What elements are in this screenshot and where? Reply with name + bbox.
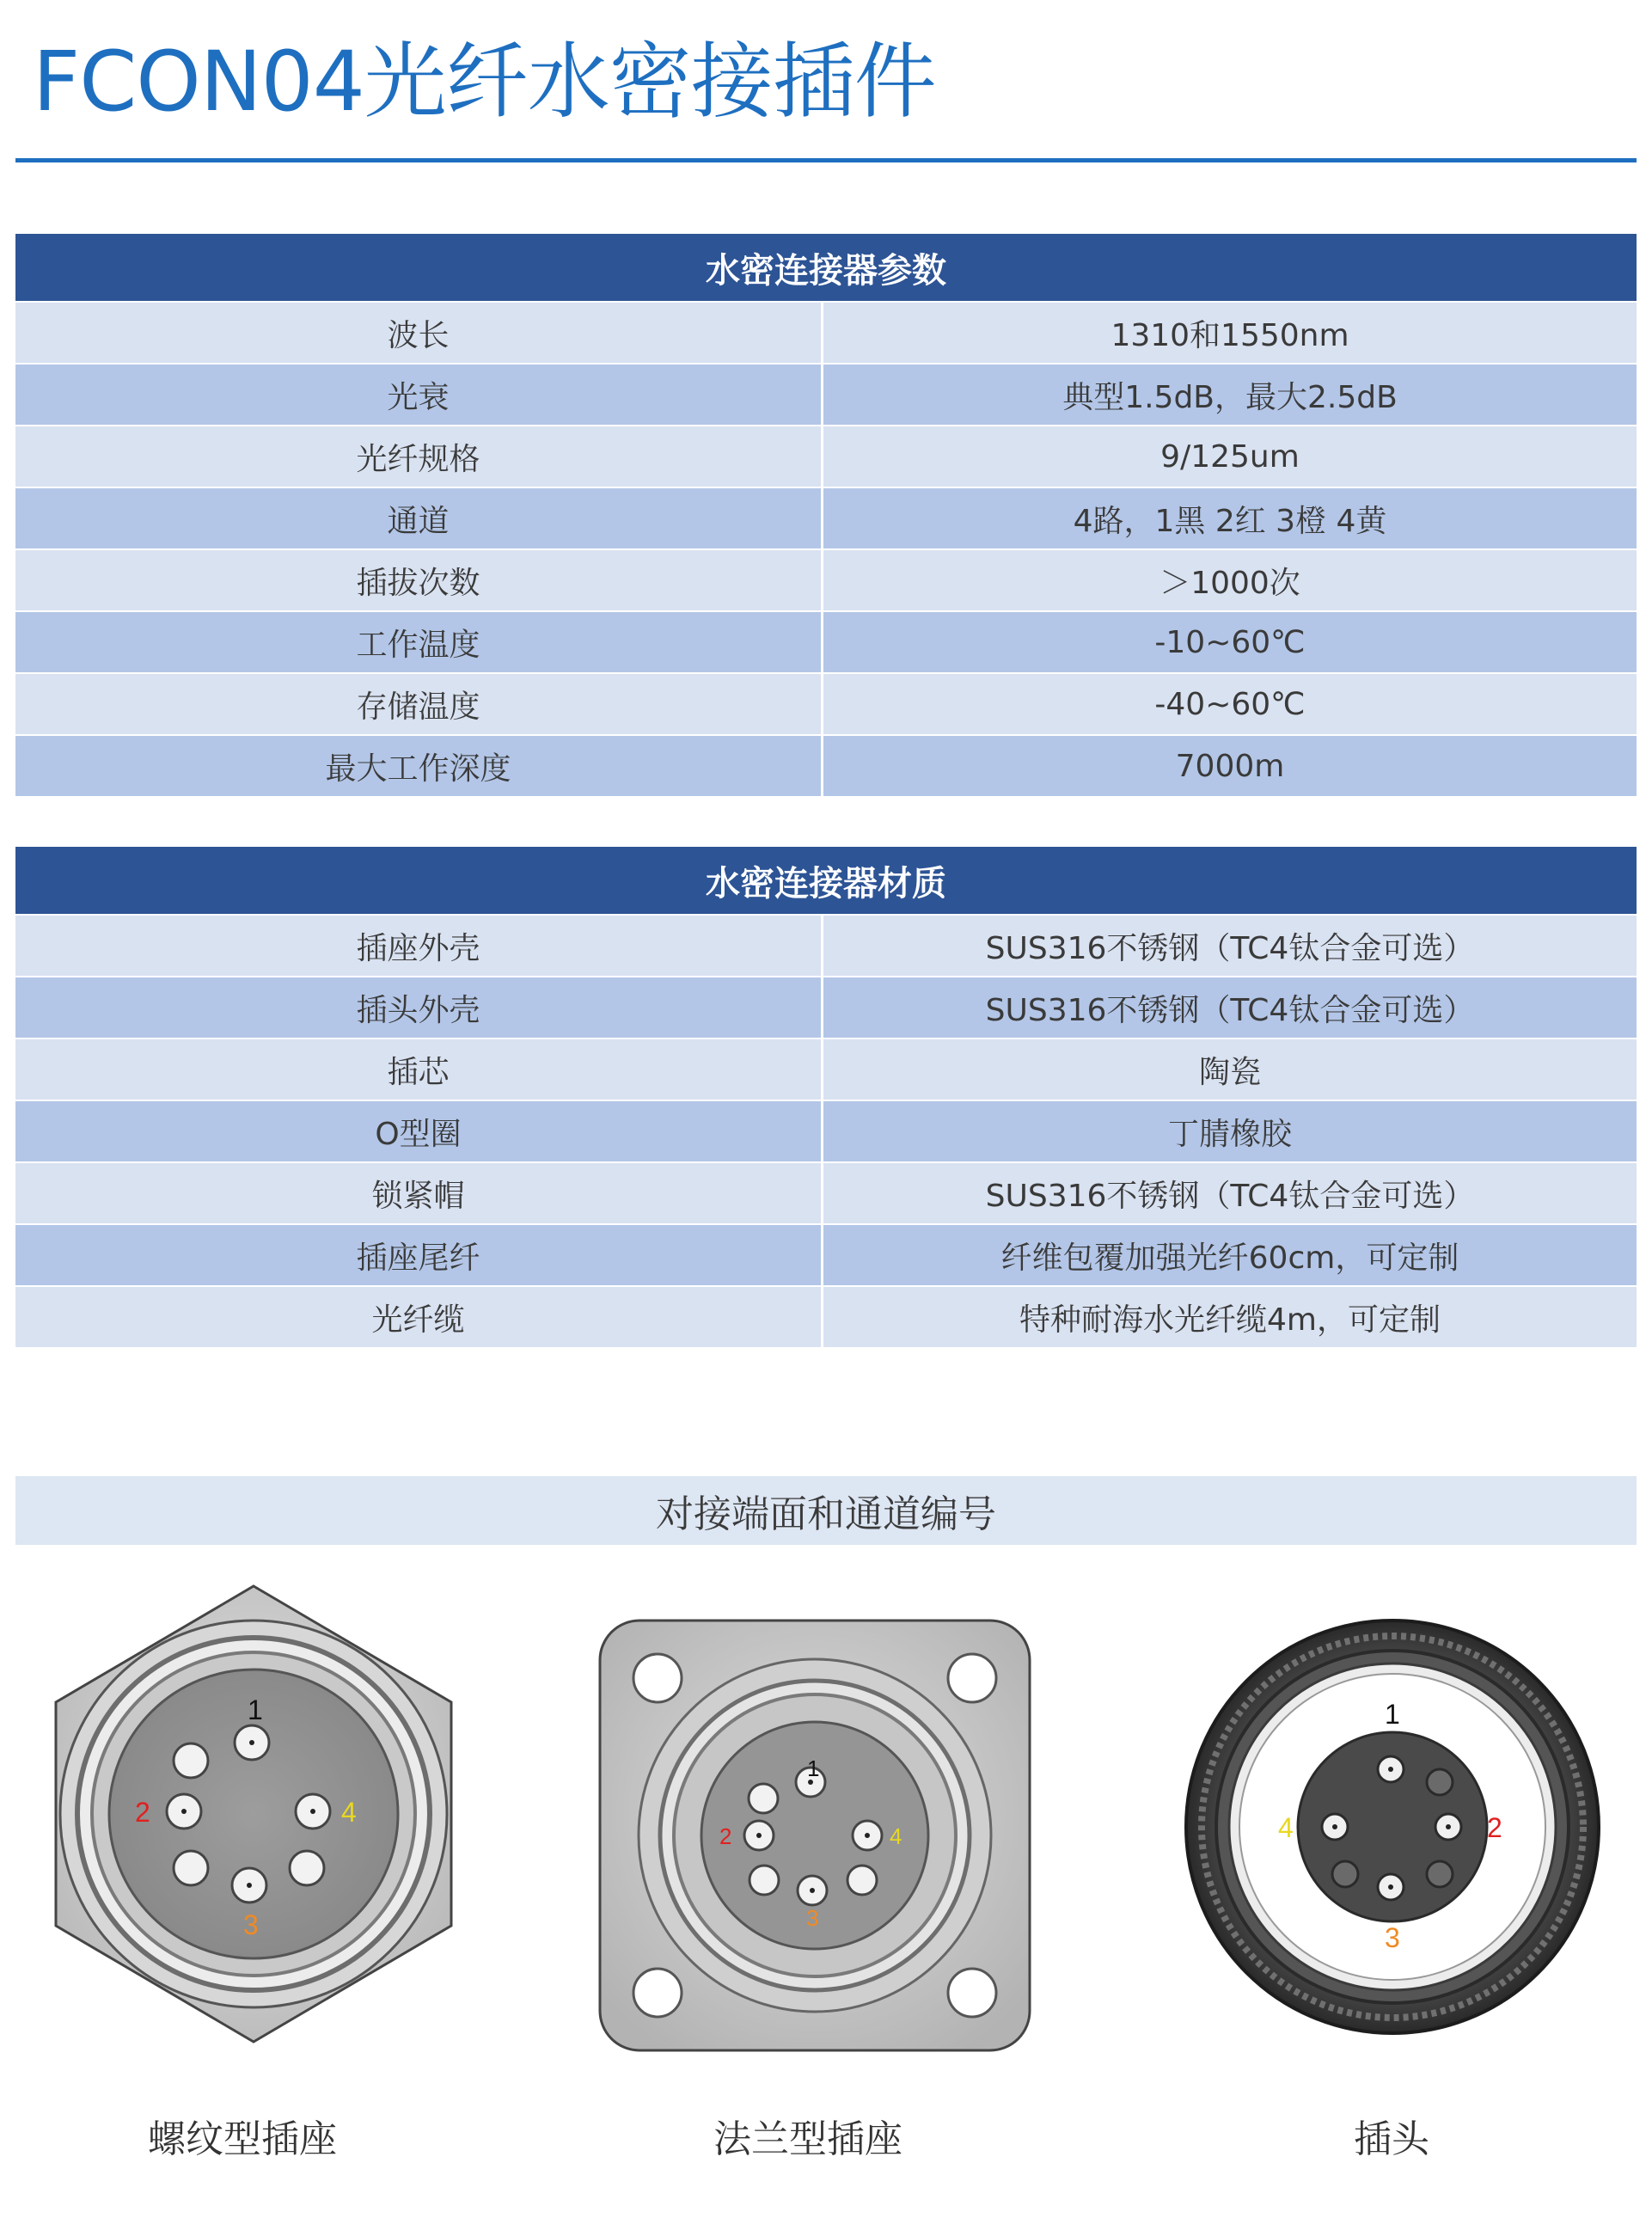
row-label: 插芯: [15, 1039, 823, 1100]
pin-label-2: 2: [1487, 1812, 1502, 1843]
page-title: FCON04光纤水密接插件: [33, 34, 936, 130]
table-row: [15, 1285, 1637, 1347]
row-value: -10~60℃: [1154, 624, 1306, 660]
pin-label-2: 2: [719, 1823, 732, 1849]
materials-table: [15, 847, 1637, 1347]
plug-figure: [1182, 1616, 1603, 2037]
row-label: 工作温度: [15, 612, 823, 672]
row-value: SUS316不锈钢（TC4钛合金可选）: [985, 1178, 1475, 1214]
row-label: 插头外壳: [15, 977, 823, 1038]
mounting-hole: [633, 1969, 682, 2017]
row-label: 光衰: [15, 365, 823, 425]
row-label: 通道: [15, 488, 823, 548]
row-value: 1310和1550nm: [1111, 317, 1349, 353]
row-value: 特种耐海水光纤缆4m，可定制: [1019, 1302, 1441, 1338]
pin-label-4: 4: [890, 1823, 902, 1849]
pin-blank: [174, 1743, 208, 1778]
pin-label-3: 3: [1385, 1922, 1400, 1953]
row-value: 陶瓷: [1198, 1054, 1261, 1090]
table-row: [15, 487, 1637, 548]
row-label: 存储温度: [15, 674, 823, 734]
pin-blank: [1332, 1861, 1358, 1887]
mounting-hole: [948, 1969, 996, 2017]
pin-label-1: 1: [248, 1694, 263, 1725]
mounting-hole: [633, 1654, 682, 1702]
table-row: [15, 1038, 1637, 1100]
pin-blank: [750, 1866, 779, 1895]
materials-table-header: 水密连接器材质: [15, 847, 1637, 914]
pin-label-1: 1: [807, 1755, 820, 1781]
params-table: [15, 234, 1637, 796]
row-value: 丁腈橡胶: [1167, 1116, 1292, 1152]
pin-blank: [290, 1851, 324, 1885]
row-value: SUS316不锈钢（TC4钛合金可选）: [985, 992, 1475, 1028]
row-value: 9/125um: [1160, 438, 1300, 475]
table-row: [15, 1100, 1637, 1161]
row-value: -40~60℃: [1154, 686, 1306, 722]
title-divider: [15, 158, 1637, 162]
row-label: 插座外壳: [15, 916, 823, 976]
pin-blank: [1427, 1769, 1453, 1795]
table-row: [15, 914, 1637, 976]
table-row: [15, 548, 1637, 610]
row-label: 光纤规格: [15, 426, 823, 487]
table-row: [15, 363, 1637, 425]
table-row: [15, 1161, 1637, 1223]
row-label: 插座尾纤: [15, 1225, 823, 1285]
pin-label-1: 1: [1385, 1699, 1400, 1730]
pin-blank: [749, 1784, 778, 1813]
threaded-receptacle-figure: [43, 1582, 464, 2046]
row-value: ＞1000次: [1159, 565, 1300, 601]
row-value: SUS316不锈钢（TC4钛合金可选）: [985, 930, 1475, 966]
table-row: [15, 610, 1637, 672]
diagram-section-title: 对接端面和通道编号: [15, 1476, 1637, 1545]
table-row: [15, 425, 1637, 487]
figure-caption-plug: 插头: [1354, 2117, 1429, 2161]
row-label: 光纤缆: [15, 1287, 823, 1347]
pin-label-4: 4: [341, 1797, 357, 1828]
row-value: 4路，1黑 2红 3橙 4黄: [1073, 503, 1387, 539]
pin-label-2: 2: [135, 1797, 150, 1828]
figure-caption-flange: 法兰型插座: [713, 2117, 902, 2161]
mounting-hole: [948, 1654, 996, 1702]
row-label: 最大工作深度: [15, 736, 823, 796]
row-label: 插拔次数: [15, 550, 823, 610]
table-row: [15, 976, 1637, 1038]
row-value: 典型1.5dB，最大2.5dB: [1062, 379, 1398, 415]
flange-receptacle-figure: [596, 1616, 1034, 2055]
pin-blank: [847, 1866, 877, 1895]
pin-label-4: 4: [1278, 1812, 1294, 1843]
table-row: [15, 301, 1637, 363]
params-table-header: 水密连接器参数: [15, 234, 1637, 301]
pin-label-3: 3: [806, 1905, 819, 1931]
table-row: [15, 1223, 1637, 1285]
pin-blank: [174, 1851, 208, 1885]
figure-caption-threaded: 螺纹型插座: [148, 2117, 337, 2161]
row-label: 波长: [15, 303, 823, 363]
pin-blank: [1427, 1861, 1453, 1887]
table-row: [15, 672, 1637, 734]
table-row: [15, 734, 1637, 796]
pin-label-3: 3: [243, 1909, 259, 1940]
row-label: 锁紧帽: [15, 1163, 823, 1223]
row-label: O型圈: [15, 1101, 823, 1161]
row-value: 7000m: [1175, 748, 1285, 784]
row-value: 纤维包覆加强光纤60cm，可定制: [1000, 1240, 1459, 1276]
